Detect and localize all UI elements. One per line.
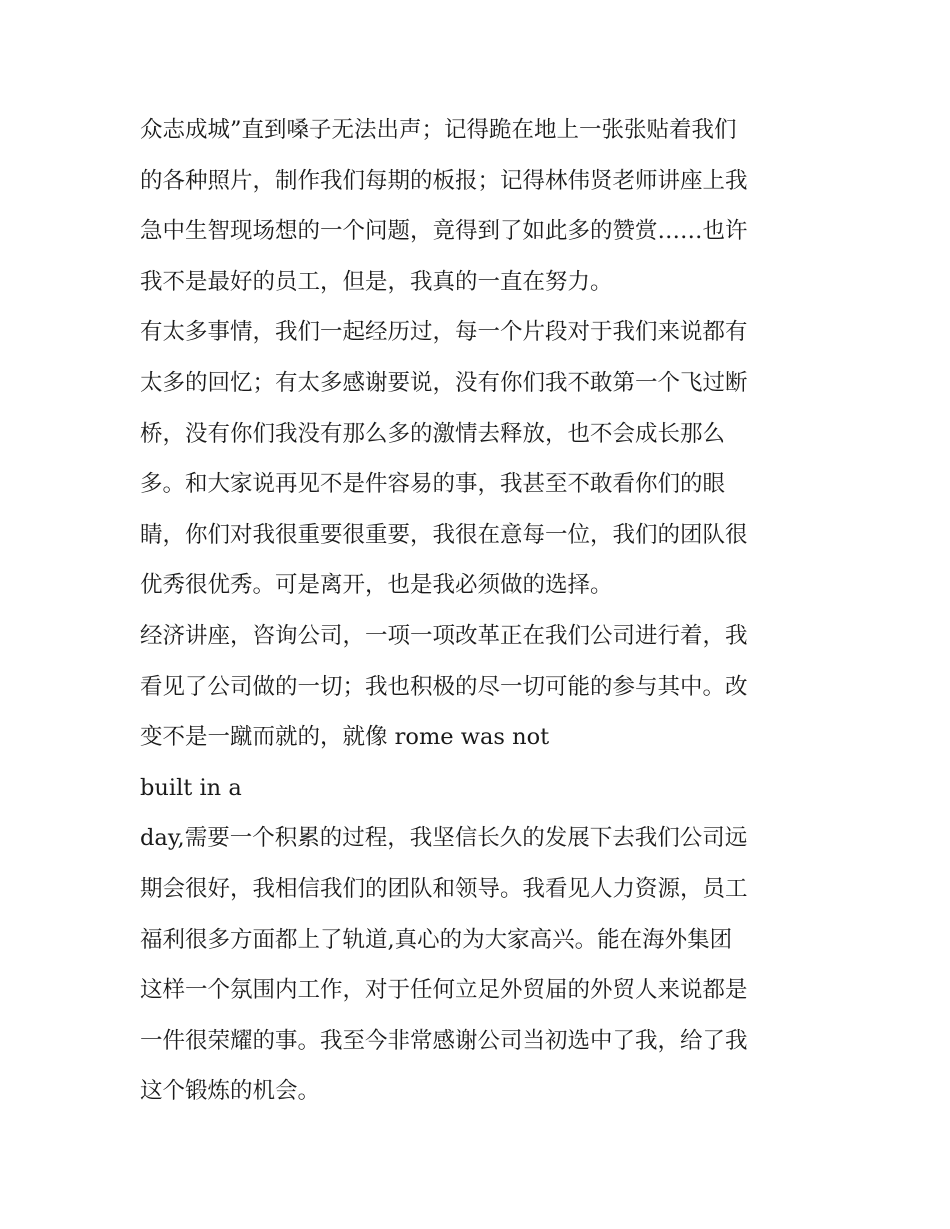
text-line: built in a — [140, 774, 242, 801]
text-line: 福利很多方面都上了轨道,真心的为大家高兴。能在海外集团 — [140, 926, 733, 953]
text-line: 这样一个氛围内工作，对于任何立足外贸届的外贸人来说都是 — [140, 977, 748, 1004]
text-line: 的各种照片，制作我们每期的板报；记得林伟贤老师讲座上我 — [140, 167, 748, 194]
text-line: 桥，没有你们我没有那么多的激情去释放，也不会成长那么 — [140, 420, 726, 447]
text-line: 一件很荣耀的事。我至今非常感谢公司当初选中了我，给了我 — [140, 1027, 748, 1054]
text-line: 太多的回忆；有太多感谢要说，没有你们我不敢第一个飞过断 — [140, 369, 748, 396]
text-line: 众志成城”直到嗓子无法出声；记得跪在地上一张张贴着我们 — [140, 117, 737, 143]
text-line: 看见了公司做的一切；我也积极的尽一切可能的参与其中。改 — [140, 673, 748, 700]
text-line: 经济讲座，咨询公司，一项一项改革正在我们公司进行着，我 — [140, 622, 748, 649]
text-line: 我不是最好的员工，但是，我真的一直在努力。 — [140, 268, 613, 295]
text-line: 变不是一蹴而就的，就像 rome was not — [140, 724, 550, 751]
text-line: 有太多事情，我们一起经历过，每一个片段对于我们来说都有 — [140, 319, 748, 346]
text-line: 这个锻炼的机会。 — [140, 1078, 321, 1105]
text-line: day,需要一个积累的过程，我坚信长久的发展下去我们公司远 — [140, 825, 748, 852]
text-line: 期会很好，我相信我们的团队和领导。我看见人力资源，员工 — [140, 875, 748, 902]
body-text — [140, 105, 820, 1117]
text-line: 睛，你们对我很重要很重要，我很在意每一位，我们的团队很 — [140, 521, 748, 548]
text-line: 急中生智现场想的一个问题，竟得到了如此多的赞赏……也许 — [140, 218, 748, 245]
text-line: 多。和大家说再见不是件容易的事，我甚至不敢看你们的眼 — [140, 471, 726, 498]
text-line: 优秀很优秀。可是离开，也是我必须做的选择。 — [140, 572, 613, 599]
